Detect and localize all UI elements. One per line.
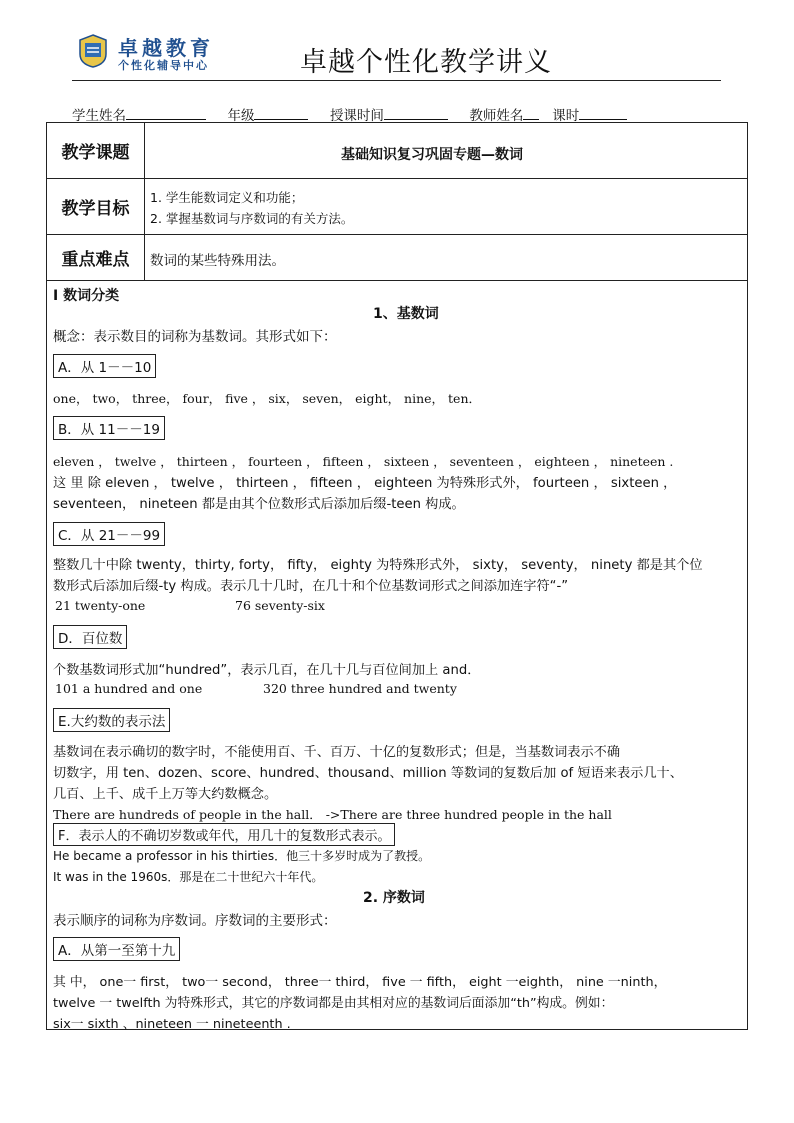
teacher-label: 教师姓名 [469, 108, 524, 124]
note-e-3: 几百、上千、成千上万等大约数概念。 [53, 787, 278, 802]
example-d-1: 101 a hundred and one [55, 681, 203, 696]
goal-item-1: 1. 学生能数词定义和功能； [150, 190, 304, 205]
student-name-field [126, 107, 206, 120]
goal-label: 教学目标 [47, 179, 145, 234]
lesson-table [46, 122, 748, 1030]
note-e-2: 切数字，用 ten、dozen、score、hundred、thousand、million 等数词的复数后加 of 短语来表示几十、 [53, 766, 683, 781]
example-d-2: 320 three hundred and twenty [263, 681, 457, 696]
logo-sub-text: 个性化辅导中心 [118, 59, 209, 72]
header-rule [72, 80, 721, 81]
box-d: D．百位数 [53, 625, 127, 649]
key-cell [146, 235, 747, 280]
period-label: 课时 [552, 108, 580, 124]
cardinal-definition: 概念：表示数目的词称为基数词。其形式如下： [53, 329, 337, 345]
student-name-label: 学生姓名 [72, 108, 126, 124]
section-heading: I 数词分类 [53, 288, 120, 304]
box-ordinal-a: A．从第一至第十九 [53, 937, 180, 961]
example-e: There are hundreds of people in the hall． ->There are three hundred people in the hall [53, 807, 612, 822]
grade-field [254, 107, 308, 120]
key-row [47, 235, 747, 281]
logo [78, 30, 258, 76]
topic-label: 教学课题 [47, 123, 145, 178]
example-f-2: It was in the 1960s．那是在二十世纪六十年代。 [53, 870, 324, 884]
box-b: B．从 11－－19 [53, 416, 165, 440]
goal-cell [146, 179, 747, 234]
example-c-1: 21 twenty-one [55, 598, 146, 613]
box-a: A．从 1－－10 [53, 354, 156, 378]
note-c-1: 整数几十中除 twenty，thirty, forty， fifty， eighty 为特殊形式外， sixty， seventy， ninety 都是其个位 [53, 558, 703, 573]
ordinal-definition: 表示顺序的词称为序数词。序数词的主要形式： [53, 913, 337, 929]
period-field [579, 107, 627, 120]
ordinal-title: 2. 序数词 [363, 890, 425, 906]
note-ordinal-2: twelve 一 twelfth 为特殊形式，其它的序数词都是由其相对应的基数词后面添加“th”构成。例如： [53, 996, 614, 1011]
goal-item-2: 2. 掌握基数词与序数词的有关方法。 [150, 211, 354, 226]
topic-row [47, 123, 747, 179]
note-ordinal-1: 其 中， one一 first， two一 second， three一 third， five 一 fifth， eight 一eighth， nine 一ninth， [53, 975, 667, 990]
logo-badge-icon [78, 34, 108, 68]
example-f-1: He became a professor in his thirties．他三十多岁时成为了教授。 [53, 849, 431, 863]
time-field [384, 107, 448, 120]
key-label: 重点难点 [47, 235, 145, 280]
box-e: E.大约数的表示法 [53, 708, 170, 732]
topic-cell [146, 123, 747, 178]
note-b-2: seventeen， nineteen 都是由其个位数形式后添加后缀-teen 构成。 [53, 497, 465, 512]
cardinal-title: 1、基数词 [373, 306, 439, 322]
note-d: 个数基数词形式加“hundred”，表示几百，在几十几与百位间加上 and． [53, 663, 481, 678]
box-c: C．从 21－－99 [53, 522, 165, 546]
key-value: 数词的某些特殊用法。 [150, 253, 285, 269]
info-line [72, 104, 627, 124]
time-label: 授课时间 [329, 108, 384, 124]
words-a: one， two， three， four， five ， six， seven， eight， nine， ten． [53, 391, 481, 406]
note-e-1: 基数词在表示确切的数字时，不能使用百、千、百万、十亿的复数形式；但是，当基数词表示不确 [53, 745, 621, 760]
box-f: F．表示人的不确切岁数或年代，用几十的复数形式表示。 [53, 823, 395, 846]
grade-label: 年级 [227, 108, 255, 124]
note-ordinal-3: six一 sixth 、nineteen 一 nineteenth . [53, 1017, 291, 1032]
words-b: eleven ， twelve ， thirteen ， fourteen ， fifteen ， sixteen ， seventeen ， eighteen ， nineteen . [53, 454, 674, 469]
teacher-field [523, 107, 539, 120]
goal-row [47, 179, 747, 235]
topic-value: 基础知识复习巩固专题—数词 [341, 147, 523, 163]
example-c-2: 76 seventy-six [235, 598, 325, 613]
note-c-2: 数形式后添加后缀-ty 构成。表示几十几时，在几十和个位基数词形式之间添加连字符“-” [53, 579, 569, 594]
note-b-1: 这 里 除 eleven ， twelve ， thirteen ， fifteen ， eighteen 为特殊形式外， fourteen ， sixteen ， [53, 476, 677, 491]
document-title: 卓越个性化教学讲义 [300, 47, 552, 78]
logo-main-text: 卓越教育 [118, 36, 214, 60]
